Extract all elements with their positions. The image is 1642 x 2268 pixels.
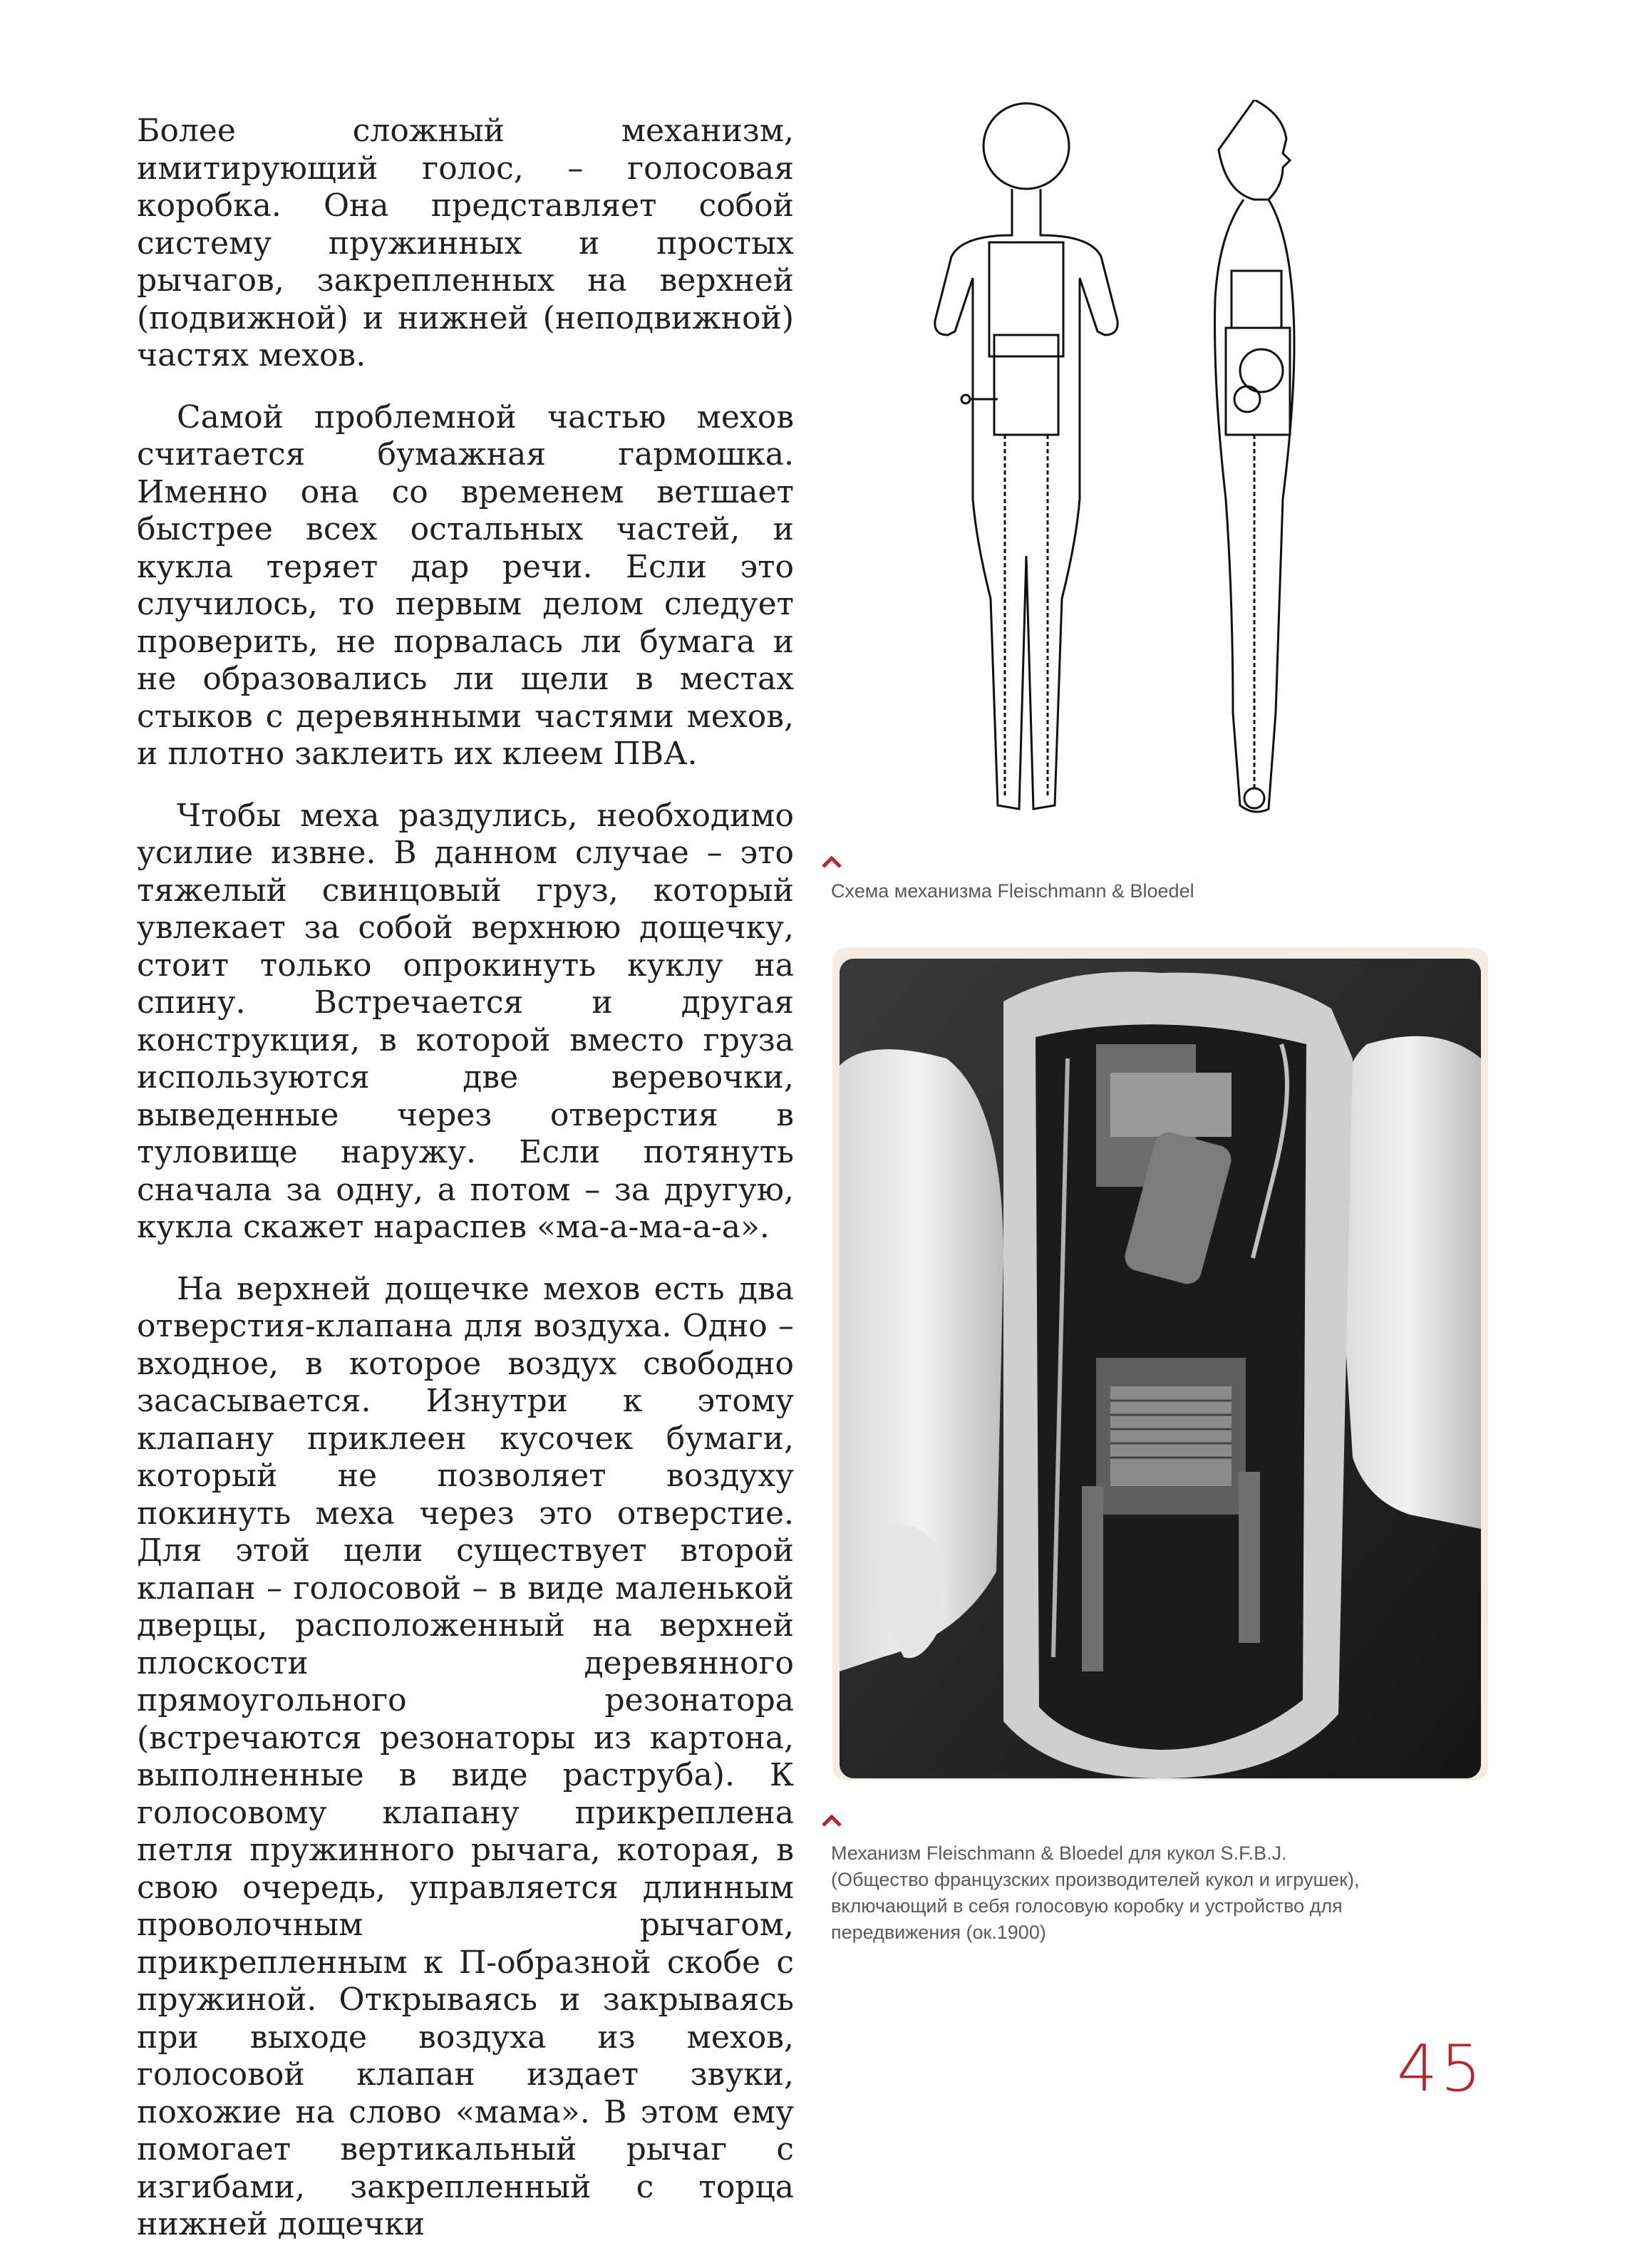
- side-bellows: [1232, 271, 1281, 328]
- paragraph-3: Чтобы меха раздулись, необходимо усилие извне. В данном случае – это тяжелый свинцовый груз, который увлекает за собой верхнюю дощечку, стоит только опрокинуть куклу на спину. Встречается и другая конструкция, в которой вместо груза используются две веревочки, выведенные через отверстия в туловище наружу. Если потянуть сначала за одну, а потом – за другую, кукла скажет нараспев «ма-а-ма-а-а».: [137, 797, 794, 1245]
- mechanism-photo-frame: [832, 948, 1488, 1780]
- photo-caption-line: Механизм Fleischmann & Bloedel для кукол S.F.B.J.: [831, 1842, 1287, 1864]
- mechanism-photo: [840, 959, 1481, 1778]
- paragraph-4: На верхней дощечке мехов есть два отверстия-клапана для воздуха. Одно – входное, в которое воздух свободно засасывается. Изнутри к этому клапану приклеен кусочек бумаги, который не позволяет воздуху покинуть меха через это отверстие. Для этой цели существует второй клапан – голосовой – в виде маленькой дверцы, расположенный на верхней плоскости деревянного прямоугольного резонатора (встречаются резонаторы из картона, выполненные в виде раструба). К голосовому клапану прикреплена петля пружинного рычага, которая, в свою очередь, управляется длинным проволочным рычагом, прикрепленным к П-образной скобе с пружиной. Открываясь и закрываясь при выходе воздуха из мехов, голосовой клапан издает звуки, похожие на слово «мама». В этом ему помогает вертикальный рычаг с изгибами, закрепленный с торца нижней дощечки: [137, 1270, 794, 2242]
- front-body: [935, 189, 1117, 809]
- paragraph-2: Самой проблемной частью мехов считается бумажная гармошка. Именно она со временем ветшает быстрее всех остальных частей, и кукла теряет дар речи. Если это случилось, то первым делом следует проверить, не порвалась ли бумага и не образовались ли щели в местах стыков с деревянными частями мехов, и плотно заклеить их клеем ПВА.: [137, 398, 794, 772]
- mechanism-diagram: [884, 100, 1397, 852]
- photo-caption-line: (Общество французских производителей кукол и игрушек),: [831, 1869, 1360, 1890]
- front-head: [983, 103, 1069, 189]
- caret-up-icon: [821, 854, 842, 870]
- article-body: [137, 113, 794, 2268]
- front-gearbox: [994, 335, 1058, 435]
- photo-caption-line: передвижения (ок.1900): [831, 1922, 1046, 1943]
- caret-up-icon: [821, 1813, 842, 1828]
- diagram-caption: Схема механизма Fleischmann & Bloedel: [831, 880, 1194, 902]
- photo-caption: [831, 1840, 1359, 1946]
- page-number: 45: [1397, 2031, 1484, 2106]
- front-bellows: [989, 242, 1063, 356]
- photo-caption-line: включающий в себя голосовую коробку и устройство для: [831, 1895, 1343, 1917]
- paragraph-1: Более сложный механизм, имитирующий голос, – голосовая коробка. Она представляет собой систему пружинных и простых рычагов, закрепленных на верхней (подвижной) и нижней (неподвижной) частях мехов.: [137, 113, 794, 373]
- side-head: [1219, 100, 1290, 200]
